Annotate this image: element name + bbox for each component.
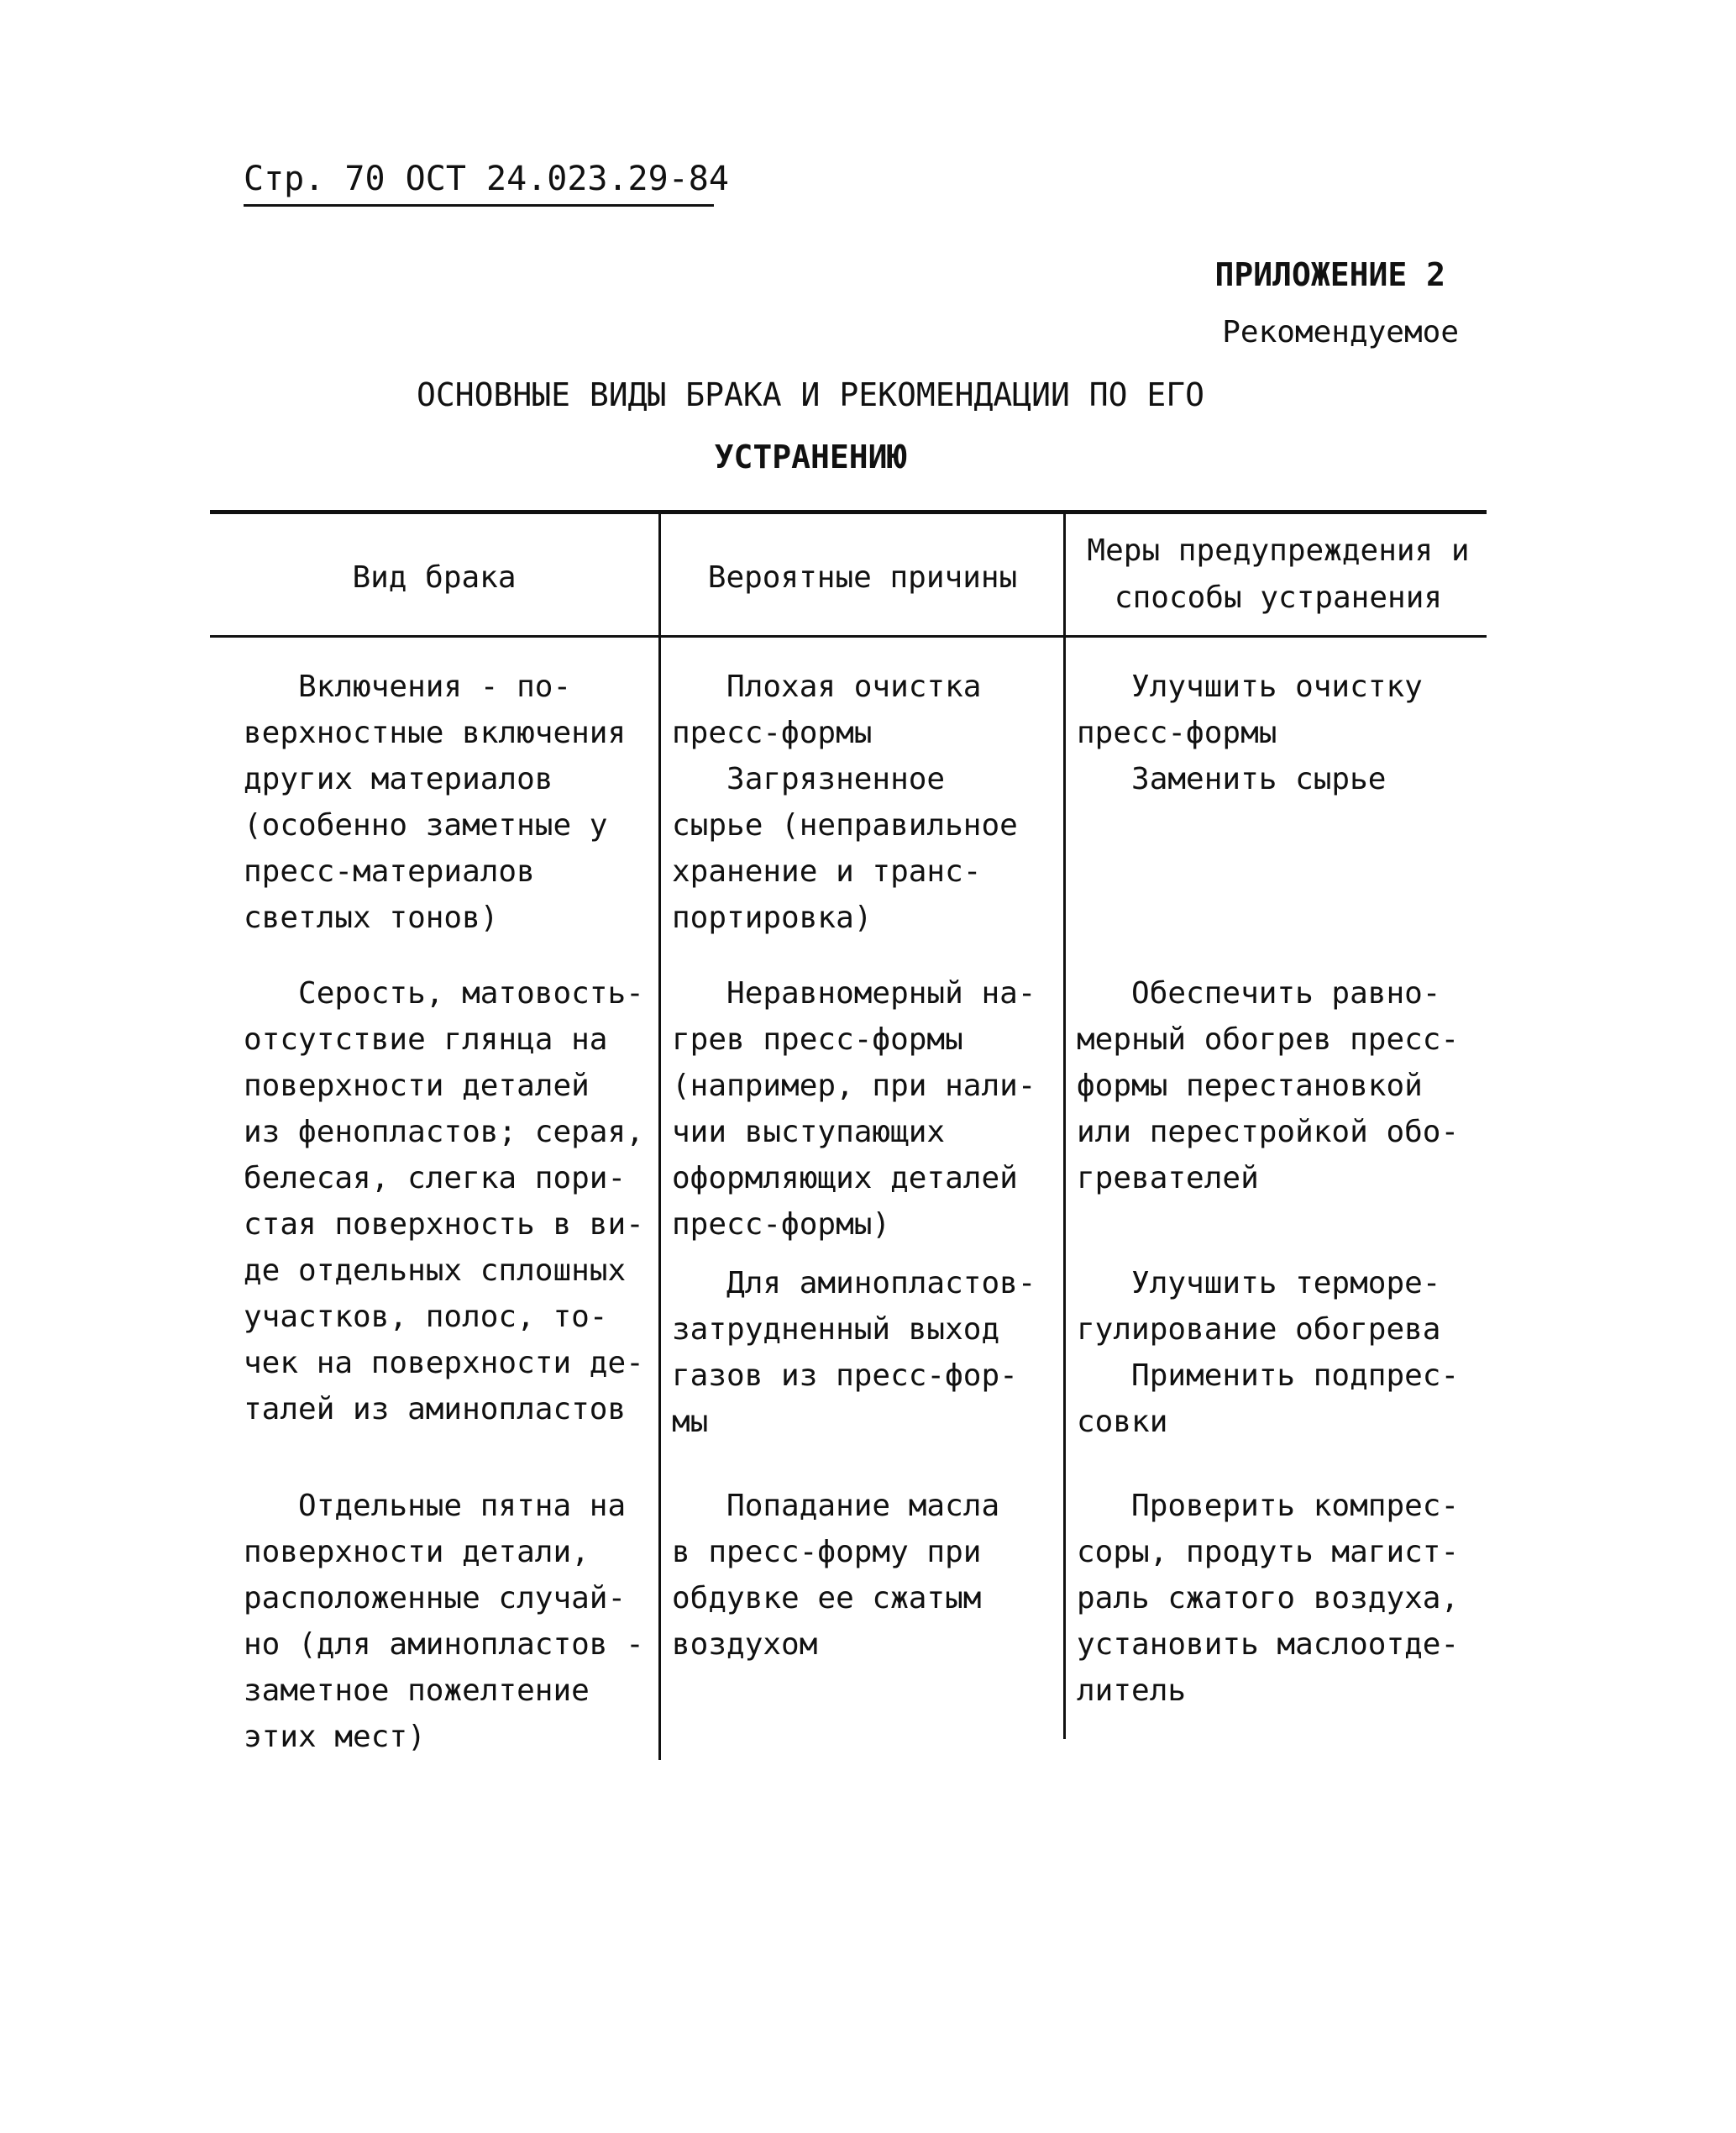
row3-causes: Попадание масла в пресс-форму при обдувке ее сжатым воздухом bbox=[672, 1489, 1000, 1662]
page-reference: Стр. 70 ОСТ 24.023.29-84 bbox=[244, 160, 729, 198]
table-top-rule bbox=[210, 510, 1487, 514]
row2-causes-b: Для аминопластов- затрудненный выход газов из пресс-фор- мы bbox=[672, 1266, 1036, 1439]
column-header-causes: Вероятные причины bbox=[707, 560, 1018, 595]
row1-defect: Включения - по- верхностные включения других материалов (особенно заметные у пресс-материалов светлых тонов) bbox=[244, 670, 627, 935]
table-header-rule bbox=[210, 635, 1487, 638]
column-header-measures: Меры предупреждения и способы устранения bbox=[1087, 533, 1470, 615]
header-underline bbox=[244, 204, 714, 207]
row2-measures: Обеспечить равно- мерный обогрев пресс- формы перестановкой или перестройкой обо- гревателей bbox=[1077, 976, 1460, 1195]
column-divider-1 bbox=[658, 512, 661, 1760]
row2-causes: Неравномерный на- грев пресс-формы (например, при нали- чии выступающих оформляющих деталей пресс-формы) bbox=[672, 976, 1036, 1242]
document-title-line-1: ОСНОВНЫЕ ВИДЫ БРАКА И РЕКОМЕНДАЦИИ ПО ЕГО bbox=[417, 376, 1204, 413]
document-title-line-2: УСТРАНЕНИЮ bbox=[714, 439, 907, 475]
row2-measures-b: Улучшить терморе- гулирование обогрева Применить подпрес- совки bbox=[1077, 1266, 1460, 1439]
row2-defect: Серость, матовость- отсутствие глянца на поверхности деталей из фенопластов; серая, белесая, слегка пори- стая поверхность в ви- де отдельных сплошных участков, полос, то- чек на поверхности де- талей из аминопластов bbox=[244, 976, 644, 1426]
appendix-label: ПРИЛОЖЕНИЕ 2 bbox=[1214, 256, 1445, 293]
column-divider-2 bbox=[1063, 512, 1066, 1739]
row1-causes: Плохая очистка пресс-формы Загрязненное сырье (неправильное хранение и транс- портировка) bbox=[672, 670, 1018, 935]
row3-defect: Отдельные пятна на поверхности детали, расположенные случай- но (для аминопластов - заметное пожелтение этих мест) bbox=[244, 1489, 644, 1754]
column-header-defect: Вид брака bbox=[352, 560, 517, 595]
appendix-status: Рекомендуемое bbox=[1222, 315, 1459, 349]
row1-measures: Улучшить очистку пресс-формы Заменить сырье bbox=[1077, 670, 1423, 796]
row3-measures: Проверить компрес- соры, продуть магист- раль сжатого воздуха, установить маслоотде- литель bbox=[1077, 1489, 1460, 1708]
